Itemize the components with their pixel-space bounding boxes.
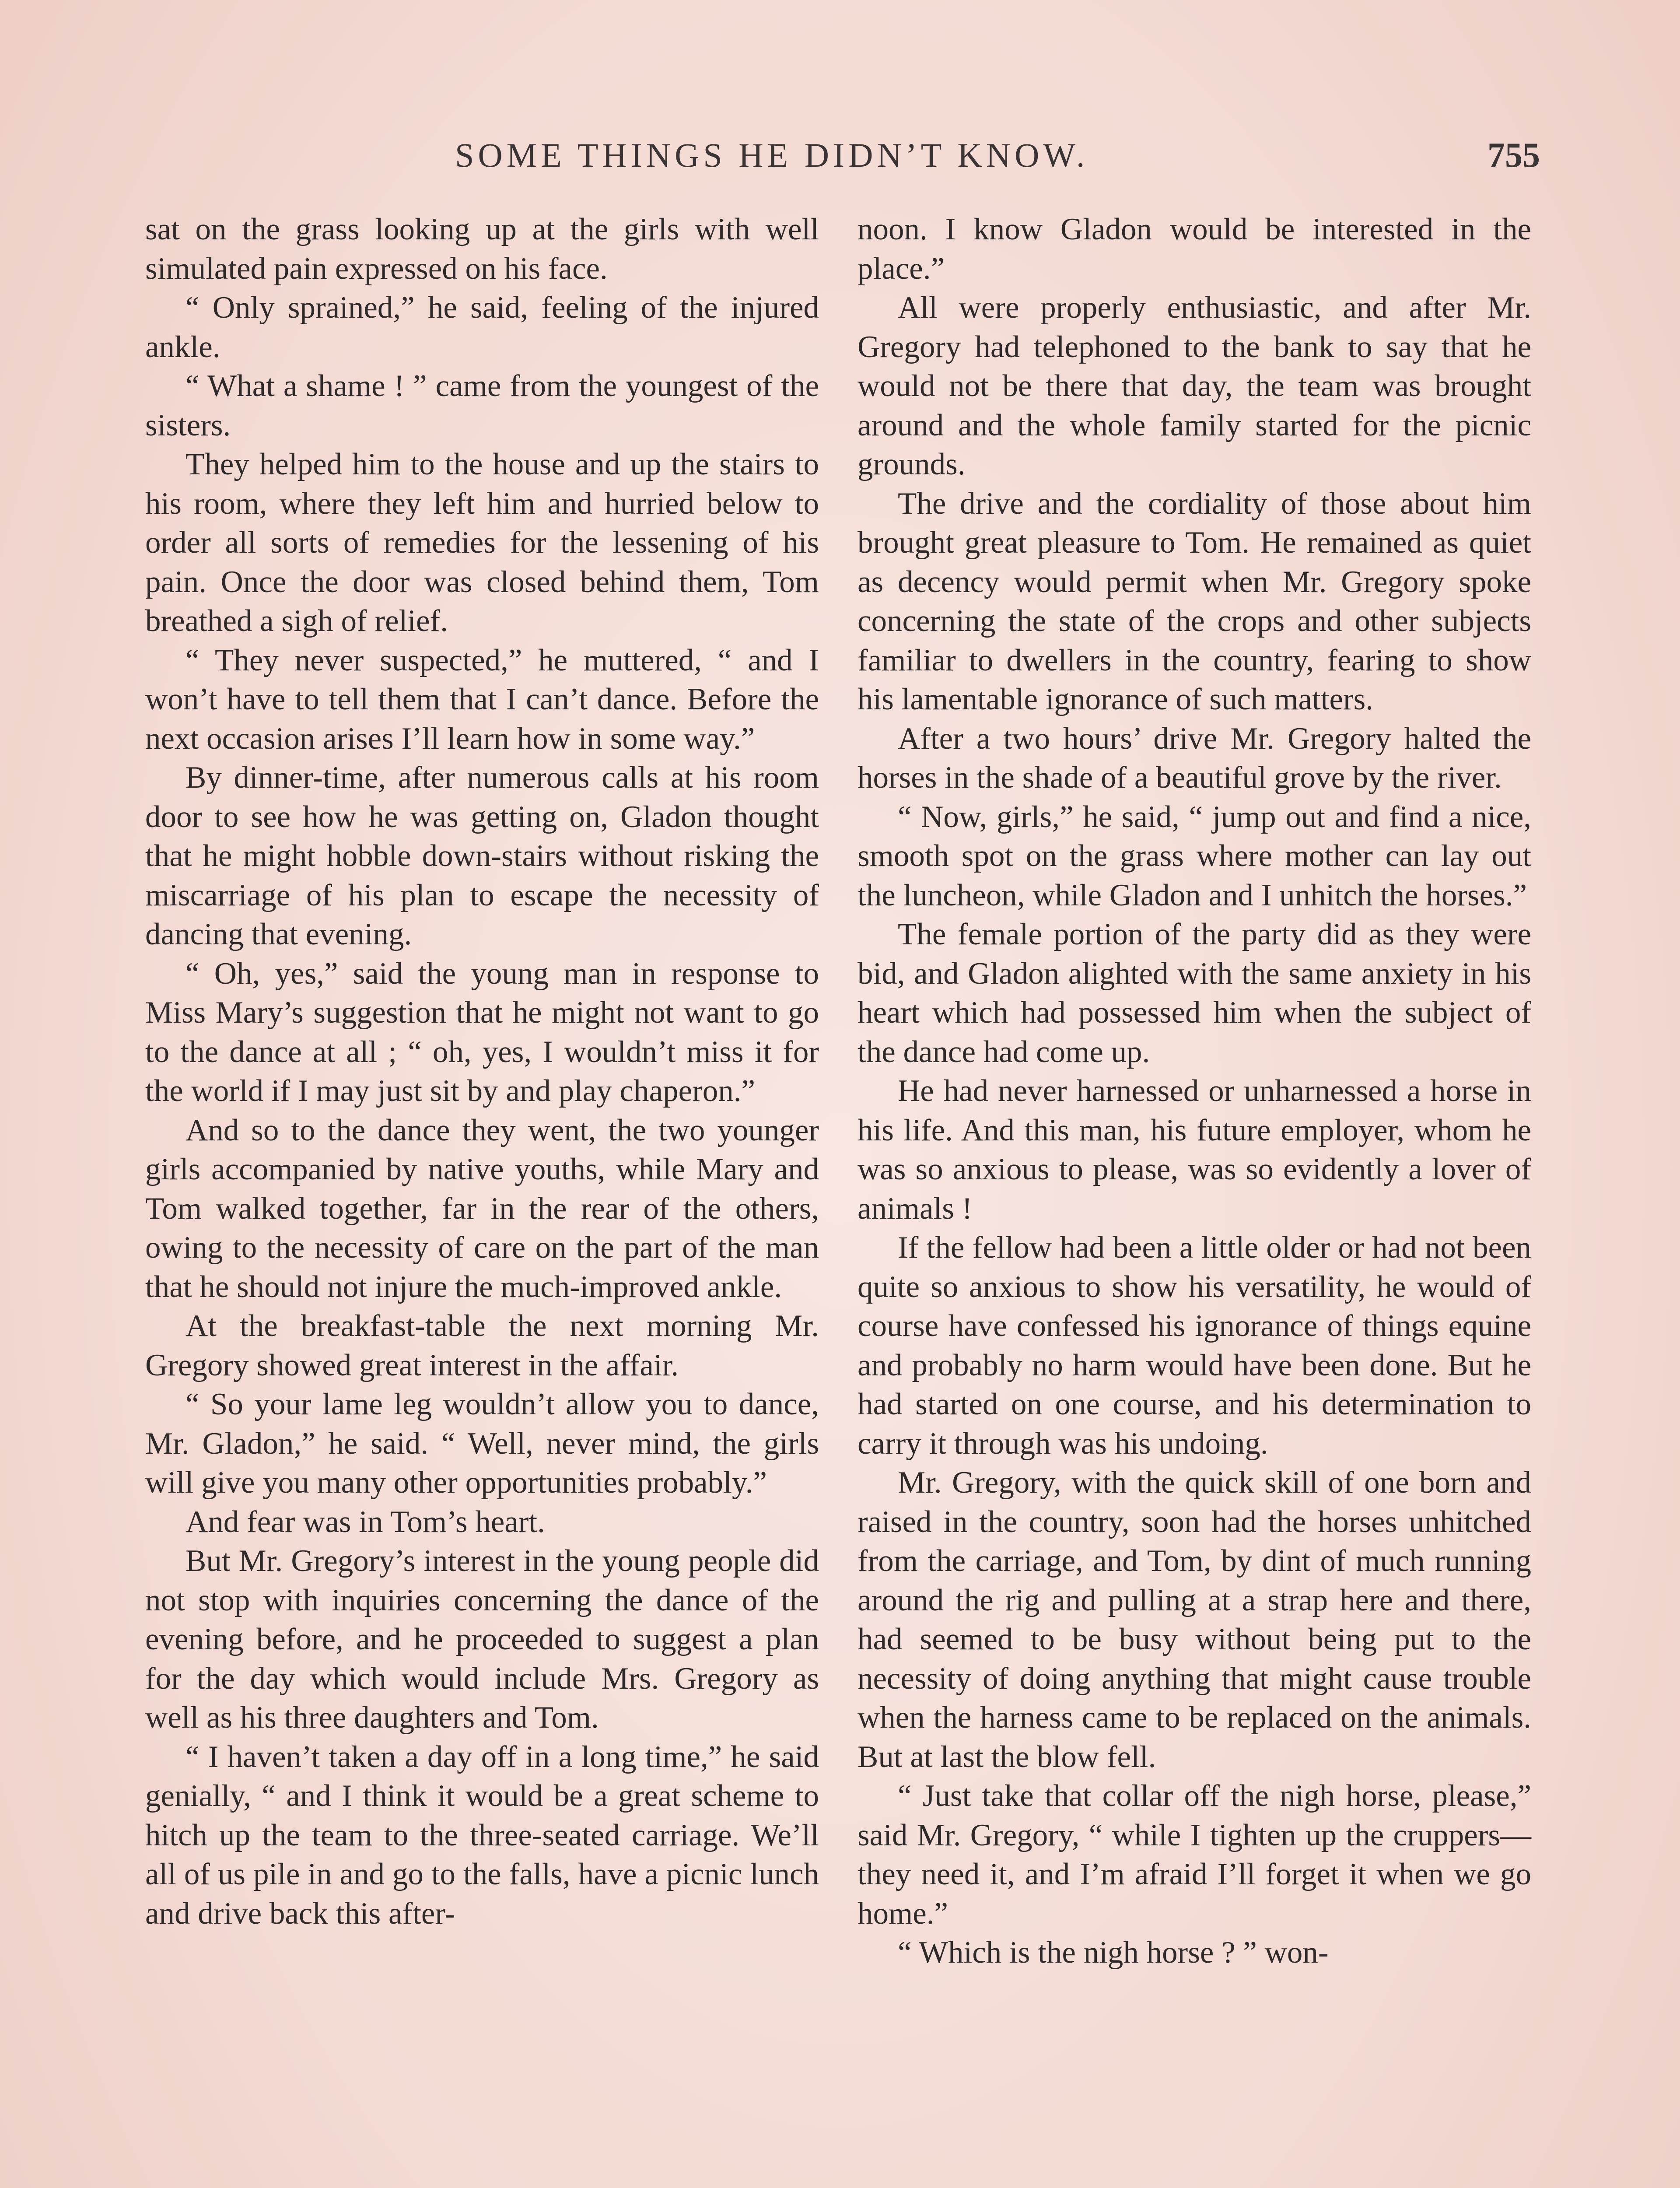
paragraph: Mr. Gregory, with the quick skill of one born and raised in the country, soon had the horses unhitched from the carriage, and Tom, by dint of much running around the rig and pulling at a strap here and there, had seemed to be busy without being put to the necessity of doing anything that might cause trouble when the harness came to be replaced on the animals. But at last the blow fell. <box>858 1466 1531 1774</box>
page-number: 755 <box>1488 136 1540 175</box>
paragraph: But Mr. Gregory’s interest in the young people did not stop with inquiries concerning the dance of the evening before, and he proceeded to suggest a plan for the day which would include Mrs. Gregory as well as his three daughters and Tom. <box>145 1544 819 1735</box>
paragraph: “ What a shame ! ” came from the youngest of the sisters. <box>145 369 819 442</box>
paragraph: “ So your lame leg wouldn’t allow you to dance, Mr. Gladon,” he said. “ Well, never mind, the girls will give you many other opportunities probably.” <box>145 1387 819 1500</box>
paragraph: “ Which is the nigh horse ? ” won- <box>898 1936 1329 1970</box>
paragraph: “ I haven’t taken a day off in a long time,” he said genially, “ and I think it would be a great scheme to hitch up the team to the three-seated carriage. We’ll all of us pile in and go to the falls, have a picnic lunch and drive back this after- <box>145 1739 819 1931</box>
paragraph: “ They never suspected,” he muttered, “ and I won’t have to tell them that I can’t dance. Before the next occasion arises I’ll learn how in some way.” <box>145 643 819 756</box>
paragraph: “ Just take that collar off the nigh horse, please,” said Mr. Gregory, “ while I tighten up the cruppers—they need it, and I’m afraid I’ll forget it when we go home.” <box>858 1779 1531 1931</box>
text-column-left <box>145 210 819 1933</box>
paragraph: “ Only sprained,” he said, feeling of the injured ankle. <box>145 291 819 364</box>
paragraph: And fear was in Tom’s heart. <box>186 1504 545 1539</box>
paragraph: All were properly enthusiastic, and after Mr. Gregory had telephoned to the bank to say that he would not be there that day, the team was brought around and the whole family started for the picnic grounds. <box>858 291 1531 481</box>
paragraph: By dinner-time, after numerous calls at his room door to see how he was getting on, Gladon thought that he might hobble down-stairs without risking the miscarriage of his plan to escape the necessity of dancing that evening. <box>145 761 819 951</box>
paragraph: “ Oh, yes,” said the young man in response to Miss Mary’s suggestion that he might not want to go to the dance at all ; “ oh, yes, I wouldn’t miss it for the world if I may just sit by and play chaperon.” <box>145 956 819 1108</box>
text-column-right <box>858 210 1531 1973</box>
paragraph: He had never harnessed or unharnessed a horse in his life. And this man, his future employer, whom he was so anxious to please, was so evidently a lover of animals ! <box>858 1074 1531 1226</box>
paragraph: After a two hours’ drive Mr. Gregory halted the horses in the shade of a beautiful grove by the river. <box>858 721 1531 795</box>
paragraph: “ Now, girls,” he said, “ jump out and find a nice, smooth spot on the grass where mother can lay out the luncheon, while Gladon and I unhitch the horses.” <box>858 799 1531 912</box>
paragraph: noon. I know Gladon would be interested in the place.” <box>858 212 1531 286</box>
paragraph: The female portion of the party did as they were bid, and Gladon alighted with the same anxiety in his heart which had possessed him when the subject of the dance had come up. <box>858 917 1531 1069</box>
running-title: SOME THINGS HE DIDN’T KNOW. <box>455 136 1089 174</box>
paragraph: The drive and the cordiality of those about him brought great pleasure to Tom. He remained as quiet as decency would permit when Mr. Gregory spoke concerning the state of the crops and other subjects familiar to dwellers in the country, fearing to show his lamentable ignorance of such matters. <box>858 486 1531 716</box>
page-header <box>0 131 1680 179</box>
paragraph: If the fellow had been a little older or had not been quite so anxious to show his versatility, he would of course have confessed his ignorance of things equine and probably no harm would have been done. But he had started on one course, and his determination to carry it through was his undoing. <box>858 1231 1531 1461</box>
paragraph: At the breakfast-table the next morning Mr. Gregory showed great interest in the affair. <box>145 1309 819 1382</box>
paragraph: sat on the grass looking up at the girls with well simulated pain expressed on his face. <box>145 212 819 286</box>
paragraph: They helped him to the house and up the stairs to his room, where they left him and hurried below to order all sorts of remedies for the lessening of his pain. Once the door was closed behind them, Tom breathed a sigh of relief. <box>145 447 819 638</box>
paragraph: And so to the dance they went, the two younger girls accompanied by native youths, while Mary and Tom walked together, far in the rear of the others, owing to the necessity of care on the part of the man that he should not injure the much-improved ankle. <box>145 1113 819 1304</box>
